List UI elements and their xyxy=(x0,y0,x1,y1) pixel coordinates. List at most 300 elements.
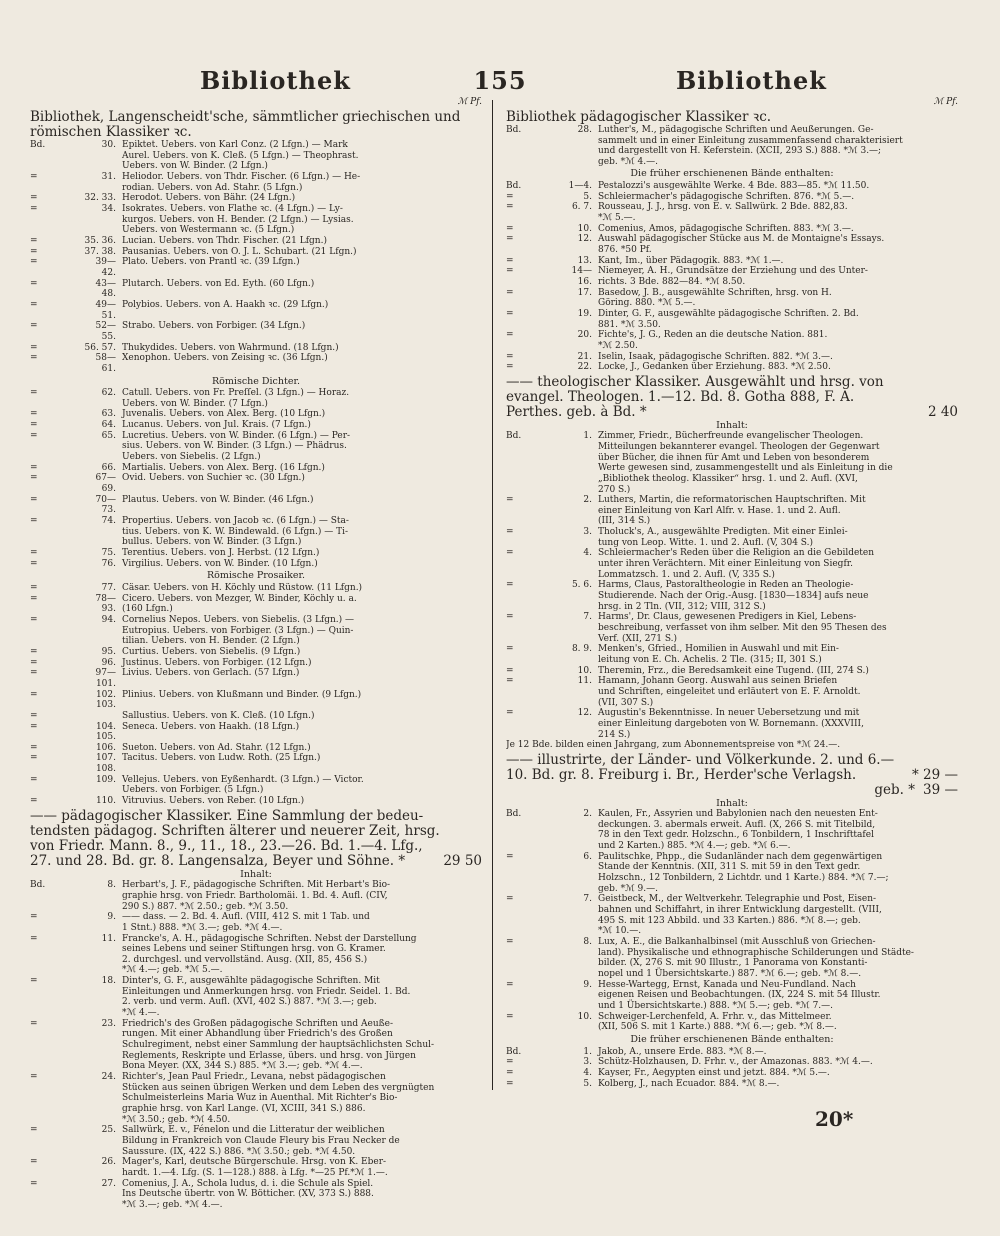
series-title xyxy=(30,809,482,870)
entry-text xyxy=(122,912,482,933)
volume-label: = xyxy=(506,644,514,655)
catalog-entry xyxy=(30,495,482,516)
catalog-entry xyxy=(30,1072,482,1125)
entry-line: 1 Stnt.) 888. *ℳ 3.—; geb. *ℳ 4.—. xyxy=(122,922,283,933)
volume-label: = xyxy=(30,172,38,183)
entry-text xyxy=(122,1072,482,1125)
entry-text xyxy=(598,1068,958,1079)
entry-text xyxy=(598,234,958,255)
entry-line: Hesse-Wartegg, Ernst, Kanada und Neu-Fundland. Nach xyxy=(598,979,856,990)
price-line xyxy=(506,405,958,420)
volume-number: 43—48. xyxy=(95,278,116,300)
entry-line: Seneca. Uebers. von Haakh. (18 Lfgn.) xyxy=(122,721,300,732)
volume-label: = xyxy=(506,287,514,298)
volume-number: 13. xyxy=(577,255,592,266)
running-header-left: Bibliothek xyxy=(200,66,351,95)
entry-text xyxy=(122,548,482,559)
volume-label: = xyxy=(30,462,38,473)
entry-line: Strabo. Uebers. von Forbiger. (34 Lfgn.) xyxy=(122,321,306,332)
volume-label: = xyxy=(506,234,514,245)
entry-text xyxy=(122,1125,482,1157)
volume-label: = xyxy=(30,430,38,441)
catalog-entry xyxy=(506,937,958,980)
series-title xyxy=(506,110,958,125)
catalog-entry xyxy=(506,352,958,363)
volume-label: = xyxy=(30,299,38,310)
entry-line: Saussure. (IX, 422 S.) 886. *ℳ 3.50.; geb. *ℳ 4.50. xyxy=(122,1146,356,1157)
entry-line: nopel und 1 Übersichtskarte.) 887. *ℳ 6.—; geb. *ℳ 8.—. xyxy=(598,969,862,980)
catalog-entry xyxy=(30,516,482,548)
entry-line: sius. Uebers. von W. Binder. (3 Lfgn.) — Phädrus. xyxy=(122,441,347,452)
volume-label: = xyxy=(506,1011,514,1022)
volume-label: = xyxy=(30,753,38,764)
entry-line: Paulitschke, Phpp., die Sudanländer nach dem gegenwärtigen xyxy=(598,851,883,862)
volume-number: 8. xyxy=(107,880,116,891)
volume-number: 10. xyxy=(577,223,592,234)
entry-line: Studierende. Nach der Orig.-Ausg. [1830—1834] aufs neue xyxy=(598,591,869,602)
catalog-entry xyxy=(30,583,482,594)
volume-label: = xyxy=(30,321,38,332)
volume-number: 8. 9. xyxy=(571,644,592,655)
catalog-entry xyxy=(506,548,958,580)
catalog-entry xyxy=(506,1012,958,1033)
entry-line: tius. Uebers. von K. W. Bindewald. (6 Lfgn.) — Ti- xyxy=(122,526,349,537)
price-line xyxy=(506,783,958,798)
entry-line: Comenius, J. A., Schola ludus, d. i. die Schule als Spiel. xyxy=(122,1178,374,1189)
catalog-entry xyxy=(506,980,958,1012)
entry-line: einer Einleitung dargeboten von W. Bornemann. (XXXVIII, xyxy=(598,718,864,729)
series-title-line: 27. und 28. Bd. gr. 8. Langensalza, Beyer und Söhne. * xyxy=(30,853,406,870)
entry-text xyxy=(598,202,958,223)
catalog-entry xyxy=(30,775,482,796)
catalog-entry xyxy=(30,1125,482,1157)
volume-number: 26. xyxy=(101,1157,116,1168)
right-column xyxy=(506,97,958,1089)
entry-line: Curtius. Uebers. von Siebelis. (9 Lfgn.) xyxy=(122,646,301,657)
entry-line: bilder. (X, 276 S. mit 90 Illustr., 1 Panorama von Konstanti- xyxy=(598,958,868,969)
catalog-entry xyxy=(506,495,958,527)
volume-number xyxy=(82,711,122,722)
volume-label: = xyxy=(30,710,38,721)
entry-text xyxy=(122,321,482,342)
entry-text xyxy=(122,172,482,193)
volume-number: 17. xyxy=(577,287,592,298)
entry-line: leitung von E. Ch. Achelis. 2 Tle. (315; II, 301 S.) xyxy=(598,655,822,665)
catalog-entry xyxy=(506,192,958,203)
entry-line: Ovid. Uebers. von Suchier ꝛc. (30 Lfgn.) xyxy=(122,473,305,484)
volume-label: Bd. xyxy=(506,431,522,442)
price-label: geb. * xyxy=(874,782,916,799)
entry-text xyxy=(598,309,958,330)
volume-number: 1. xyxy=(583,431,592,442)
catalog-entry xyxy=(506,809,958,852)
entry-line: Bildung in Frankreich von Claude Fleury bis Frau Necker de xyxy=(122,1135,400,1146)
volume-label: = xyxy=(30,1072,38,1083)
entry-text xyxy=(122,1019,482,1072)
entry-text xyxy=(122,796,482,807)
entry-line: 876. *50 Pf. xyxy=(598,245,652,256)
volume-number: 106. xyxy=(95,742,116,753)
catalog-entry xyxy=(506,612,958,644)
volume-number: 1. xyxy=(583,1046,592,1057)
entry-text xyxy=(122,495,482,516)
volume-label: = xyxy=(506,255,514,266)
volume-label: = xyxy=(506,1057,514,1068)
entry-line: geb. *ℳ 9.—. xyxy=(598,883,659,894)
volume-label: = xyxy=(506,330,514,341)
section-heading: Die früher erschienenen Bände enthalten: xyxy=(630,168,834,180)
entry-line: Vitruvius. Uebers. von Reber. (10 Lfgn.) xyxy=(122,796,305,807)
series-title xyxy=(506,375,958,421)
entry-line: Hamann, Johann Georg. Auswahl aus seinen Briefen xyxy=(598,676,838,687)
volume-number: 109. xyxy=(95,774,116,785)
volume-number: 35. 36. xyxy=(84,235,116,246)
entry-text xyxy=(598,666,958,677)
volume-number: 37. 38. xyxy=(84,246,116,257)
volume-number: 14—16. xyxy=(571,266,592,288)
catalog-entry xyxy=(30,172,482,193)
volume-number: 10. xyxy=(577,1011,592,1022)
entry-line: eigenen Reisen und Beobachtungen. (IX, 224 S. mit 54 Illustr. xyxy=(598,990,881,1001)
volume-label: = xyxy=(506,495,514,506)
entry-line: Virgilius. Uebers. von W. Binder. (10 Lfgn.) xyxy=(122,558,318,569)
series-title-line: römischen Klassiker ꝛc. xyxy=(30,123,192,140)
entry-line: Locke, J., Gedanken über Erziehung. 883. *ℳ 2.50. xyxy=(598,362,831,373)
catalog-entry xyxy=(30,388,482,409)
volume-number: 8. xyxy=(583,937,592,948)
entry-line: Dinter, G. F., ausgewählte pädagogische Schriften. 2. Bd. xyxy=(598,309,859,320)
entry-line: hardt. 1.—4. Lfg. (S. 1—128.) 888. à Lfg. *—25 Pf.*ℳ 1.—. xyxy=(122,1167,388,1178)
entry-text xyxy=(122,690,482,711)
catalog-entry xyxy=(506,1068,958,1079)
entry-line: graphie hrsg. von Karl Lange. (VI, XCIII, 341 S.) 886. xyxy=(122,1104,366,1114)
volume-label: = xyxy=(30,593,38,604)
entry-text xyxy=(598,527,958,548)
entry-line: Basedow, J. B., ausgewählte Schriften, hrsg. von H. xyxy=(598,287,832,298)
entry-text xyxy=(598,1057,958,1068)
entry-line: Einleitungen und Anmerkungen hrsg. von Friedr. Seidel. 1. Bd. xyxy=(122,986,411,997)
entry-line: Pausanias. Uebers. von O. J. L. Schubart. (21 Lfgn.) xyxy=(122,246,357,257)
volume-number: 104. 105. xyxy=(95,721,116,743)
entry-line: Isokrates. Uebers. von Flathe ꝛc. (4 Lfgn.) — Ly- xyxy=(122,204,343,214)
entry-line: Uebers. von W. Binder. (2 Lfgn.) xyxy=(122,161,268,172)
entry-line: geb. *ℳ 4.—. xyxy=(598,156,659,167)
entry-text xyxy=(122,976,482,1019)
catalog-entry xyxy=(30,722,482,743)
entry-text xyxy=(598,256,958,267)
entry-text xyxy=(122,711,482,722)
volume-label: = xyxy=(506,548,514,559)
volume-number: 22. xyxy=(577,362,592,373)
page-number: 155 xyxy=(473,66,527,95)
entry-line: Jakob, A., unsere Erde. 883. *ℳ 8.—. xyxy=(598,1046,767,1057)
entry-text xyxy=(122,647,482,658)
entry-line: und dargestellt von H. Keferstein. (XCII, 293 S.) 888. *ℳ 3.—; xyxy=(598,146,882,157)
entry-line: *ℳ 4.—; geb. *ℳ 5.—. xyxy=(122,965,223,976)
entry-line: Lommatzsch. 1. und 2. Aufl. (V, 335 S.) xyxy=(598,569,775,580)
catalog-entry xyxy=(30,431,482,463)
volume-number: 20. xyxy=(577,330,592,341)
price: 29 50 xyxy=(443,853,482,870)
catalog-entry xyxy=(30,300,482,321)
volume-number: 66. xyxy=(101,462,116,473)
entry-line: Menken's, Gfried., Homilien in Auswahl und mit Ein- xyxy=(598,644,839,655)
volume-number: 3. xyxy=(583,1057,592,1068)
entry-line: Cornelius Nepos. Uebers. von Siebelis. (3 Lfgn.) — xyxy=(122,614,355,625)
catalog-entry xyxy=(30,463,482,474)
entry-line: Bona Meyer. (XX, 344 S.) 885. *ℳ 3.—; geb. *ℳ 4.—. xyxy=(122,1061,363,1072)
entry-text xyxy=(122,247,482,258)
entry-text xyxy=(122,743,482,754)
volume-number: 74. xyxy=(101,516,116,527)
entry-line: Harms', Dr. Claus, gewesenen Predigers in Kiel, Lebens- xyxy=(598,612,857,623)
entry-line: *ℳ 5.—. xyxy=(598,213,636,224)
entry-line: Epiktet. Uebers. von Karl Conz. (2 Lfgn.) — Mark xyxy=(122,140,348,151)
volume-label: = xyxy=(30,721,38,732)
series-title-line: Bibliothek, Langenscheidt'sche, sämmtlicher griechischen und xyxy=(30,108,461,125)
catalog-entry xyxy=(30,409,482,420)
entry-line: und 2 Karten.) 885. *ℳ 4.—; geb. *ℳ 6.—. xyxy=(598,841,791,852)
entry-line: Iselin, Isaak, pädagogische Schriften. 882. *ℳ 3.—. xyxy=(598,351,833,362)
catalog-entry xyxy=(30,796,482,807)
entry-line: bullus. Uebers. von W. Binder. (3 Lfgn.) xyxy=(122,537,302,548)
series-title-line: 10. Bd. gr. 8. Freiburg i. Br., Herder'sche Verlagsh. xyxy=(506,767,857,784)
catalog-entry xyxy=(30,647,482,658)
entry-line: 881. *ℳ 3.50. xyxy=(598,319,661,330)
price-column-header: ℳ Pf. xyxy=(933,97,958,107)
volume-label: = xyxy=(506,894,514,905)
volume-label: Bd. xyxy=(506,1046,522,1057)
entry-text xyxy=(122,463,482,474)
volume-number: 65. xyxy=(101,430,116,441)
entry-line: unter ihren Verächtern. Mit einer Einleitung von Siegfr. xyxy=(598,559,853,570)
signature-mark: 20* xyxy=(815,1107,854,1131)
catalog-entry xyxy=(506,852,958,895)
entry-text xyxy=(598,266,958,287)
entry-text xyxy=(122,583,482,594)
catalog-entry xyxy=(30,247,482,258)
entry-line: Uebers. von W. Binder. (7 Lfgn.) xyxy=(122,398,268,409)
volume-label: = xyxy=(506,665,514,676)
volume-label: = xyxy=(506,266,514,277)
entry-line: 270 S.) xyxy=(598,484,631,495)
volume-label: = xyxy=(30,657,38,668)
volume-number: 67—69. xyxy=(95,473,116,495)
entry-line: Kolberg, J., nach Ecuador. 884. *ℳ 8.—. xyxy=(598,1078,780,1089)
volume-label: = xyxy=(30,278,38,289)
entry-line: Plautus. Uebers. von W. Binder. (46 Lfgn.) xyxy=(122,494,314,505)
price: * 29 — xyxy=(911,767,958,784)
entry-line: Auswahl pädagogischer Stücke aus M. de Montaigne's Essays. xyxy=(598,234,885,245)
catalog-entry xyxy=(30,236,482,247)
catalog-entry xyxy=(30,690,482,711)
volume-number: 75. xyxy=(101,548,116,558)
entry-text xyxy=(122,343,482,354)
catalog-entry xyxy=(30,279,482,300)
series-title xyxy=(30,110,482,140)
series-title-line: tendsten pädagog. Schriften älterer und neuerer Zeit, hrsg. xyxy=(30,822,440,839)
entry-line: *ℳ 3.—; geb. *ℳ 4.—. xyxy=(122,1199,223,1210)
volume-label: = xyxy=(30,516,38,527)
entry-line: Rousseau, J. J., hrsg. von E. v. Sallwürk. 2 Bde. 882,83. xyxy=(598,202,848,213)
volume-label: = xyxy=(506,676,514,687)
entry-line: Comenius, Amos, pädagogische Schriften. 883. *ℳ 3.—. xyxy=(598,223,854,234)
volume-label: = xyxy=(506,202,514,213)
entry-text xyxy=(122,594,482,615)
entry-line: sammelt und in einer Einleitung zusammenfassend charakterisiert xyxy=(598,135,903,146)
entry-line: Plinius. Uebers. von Klußmann und Binder. (9 Lfgn.) xyxy=(122,689,362,700)
catalog-entry xyxy=(30,257,482,278)
volume-label: = xyxy=(30,796,38,807)
volume-label: = xyxy=(506,351,514,362)
catalog-entry xyxy=(30,1019,482,1072)
entry-text xyxy=(598,580,958,612)
entry-line: Aurel. Uebers. von K. Cleß. (5 Lfgn.) — Theophrast. xyxy=(122,150,359,161)
entry-line: Zimmer, Friedr., Bücherfreunde evangelischer Theologen. xyxy=(598,431,864,442)
entry-line: Theremin, Frz., die Beredsamkeit eine Tugend. (III, 274 S.) xyxy=(598,665,869,676)
entry-line: *ℳ 10.—. xyxy=(598,926,642,937)
catalog-entry xyxy=(506,309,958,330)
entry-line: deckungen. 3. abermals erweit. Aufl. (X, 266 S. mit Titelbild, xyxy=(598,819,876,830)
entry-text xyxy=(598,330,958,351)
entry-line: Lucanus. Uebers. von Jul. Krais. (7 Lfgn.) xyxy=(122,420,311,431)
volume-label: = xyxy=(506,612,514,623)
entry-line: Richter's, Jean Paul Friedr., Levana, nebst pädagogischen xyxy=(122,1072,386,1083)
entry-line: Luther's, M., pädagogische Schriften und Aeußerungen. Ge- xyxy=(598,124,874,135)
entry-line: Livius. Uebers. von Gerlach. (57 Lfgn.) xyxy=(122,668,300,679)
entry-line: tung von Leop. Witte. 1. und 2. Aufl. (V, 304 S.) xyxy=(598,537,813,548)
entry-line: Dinter's, G. F., ausgewählte pädagogische Schriften. Mit xyxy=(122,976,380,987)
volume-label: = xyxy=(30,342,38,353)
volume-label: = xyxy=(506,362,514,373)
entry-text xyxy=(598,431,958,495)
volume-number: 18. xyxy=(101,976,116,987)
entry-line: beschreibung, verfasset von ihm selber. Mit den 95 Thesen des xyxy=(598,623,887,634)
entry-text xyxy=(122,722,482,743)
entry-line: Pestalozzi's ausgewählte Werke. 4 Bde. 883—85. *ℳ 11.50. xyxy=(598,181,870,192)
catalog-entry xyxy=(506,288,958,309)
volume-number: 9. xyxy=(107,912,116,923)
entry-line: 2. durchgesl. und vervollständ. Ausg. (XII, 85, 456 S.) xyxy=(122,954,368,965)
entry-line: Tacitus. Uebers. von Ludw. Roth. (25 Lfgn.) xyxy=(122,753,321,764)
subscription-note: Je 12 Bde. bilden einen Jahrgang, zum Abonnementspreise von *ℳ 24.—. xyxy=(506,740,841,751)
series-title-line: —— pädagogischer Klassiker. Eine Sammlung der bedeu- xyxy=(30,807,424,824)
entry-line: Justinus. Uebers. von Forbiger. (12 Lfgn.) xyxy=(122,657,312,668)
entry-line: Werte gewesen sind, zusammengestellt und als Einleitung in die xyxy=(598,463,893,474)
entry-text xyxy=(122,559,482,570)
volume-label: = xyxy=(30,558,38,569)
series-title-line: Bibliothek pädagogischer Klassiker ꝛc. xyxy=(506,108,772,125)
entry-line: Lux, A. E., die Balkanhalbinsel (mit Ausschluß von Griechen- xyxy=(598,937,876,948)
volume-label: = xyxy=(30,548,38,558)
entry-line: Holzschn., 12 Tonbildern, 2 Lichtdr. und 1 Karte.) 884. *ℳ 7.—; xyxy=(598,873,889,884)
entry-text xyxy=(122,1179,482,1211)
entry-line: (VII, 307 S.) xyxy=(598,697,654,708)
entry-line: 2. verb. und verm. Aufl. (XVI, 402 S.) 887. *ℳ 3.—; geb. xyxy=(122,997,377,1008)
entry-line: Plato. Uebers. von Prantl ꝛc. (39 Lfgn.) xyxy=(122,257,300,268)
volume-number: 52—55. xyxy=(95,321,116,342)
entry-text xyxy=(122,204,482,236)
entry-line: rodian. Uebers. von Ad. Stahr. (5 Lfgn.) xyxy=(122,182,303,193)
entry-line: Heliodor. Uebers. von Thdr. Fischer. (6 Lfgn.) — He- xyxy=(122,172,361,183)
entry-line: Francke's, A. H., pädagogische Schriften. Nebst der Darstellung xyxy=(122,933,417,944)
volume-number: 78—93. xyxy=(95,593,116,615)
entry-line: land). Physikalische und ethnographische Schilderungen und Städte- xyxy=(598,947,914,958)
entry-line: Schütz-Holzhausen, D. Frhr. v., der Amazonas. 883. *ℳ 4.—. xyxy=(598,1057,873,1068)
entry-line: *ℳ 2.50. xyxy=(598,340,638,351)
entry-line: —— dass. — 2. Bd. 4. Aufl. (VIII, 412 S. mit 1 Tab. und xyxy=(122,912,370,923)
volume-number: 2. xyxy=(583,495,592,506)
volume-number: 21. xyxy=(577,351,592,362)
entry-line: graphie hrsg. von Friedr. Bartholomäi. 1. Bd. 4. Aufl. (CIV, xyxy=(122,890,388,901)
volume-label: Bd. xyxy=(30,140,46,151)
volume-number: 77. xyxy=(101,582,116,593)
entry-text xyxy=(598,1047,958,1058)
volume-number: 1—4. xyxy=(568,181,592,192)
entry-line: Catull. Uebers. von Fr. Preſſel. (3 Lfgn.) — Horaz. xyxy=(122,388,350,399)
volume-label: = xyxy=(30,473,38,484)
volume-number: 2. xyxy=(583,809,592,820)
volume-number: 5. xyxy=(583,191,592,202)
series-title-line: von Friedr. Mann. 8., 9., 11., 18., 23.—26. Bd. 1.—4. Lfg., xyxy=(30,838,423,855)
entry-line: Tholuck's, A., ausgewählte Predigten. Mit einer Einlei- xyxy=(598,527,848,538)
entry-text xyxy=(122,516,482,548)
volume-label: = xyxy=(30,388,38,399)
catalog-entry xyxy=(506,666,958,677)
entry-line: und 1 Übersichtskarte.) 888. *ℳ 5.—; geb. *ℳ 7.—. xyxy=(598,1000,834,1011)
entry-line: „Bibliothek theolog. Klassiker“ hrsg. 1. und 2. Aufl. (XVI, xyxy=(598,473,858,484)
volume-number: 58—61. xyxy=(95,353,116,374)
entry-text xyxy=(598,980,958,1012)
catalog-entry xyxy=(506,202,958,223)
volume-number: 7. xyxy=(583,612,592,623)
entry-line: Plutarch. Uebers. von Ed. Eyth. (60 Lfgn.) xyxy=(122,278,315,289)
catalog-entry xyxy=(506,676,958,708)
catalog-entry xyxy=(30,615,482,647)
volume-number: 34. xyxy=(101,204,116,214)
volume-number: 11. xyxy=(101,933,116,944)
catalog-entry xyxy=(30,668,482,689)
catalog-entry xyxy=(506,234,958,255)
entry-line: Göring. 880. *ℳ 5.—. xyxy=(598,298,696,309)
entry-line: Kaulen, Fr., Assyrien und Babylonien nach den neuesten Ent- xyxy=(598,809,878,820)
column-divider xyxy=(492,100,493,1090)
entry-text xyxy=(598,495,958,527)
volume-label: Bd. xyxy=(30,880,46,891)
left-column xyxy=(30,97,482,1211)
volume-label: = xyxy=(30,235,38,246)
entry-text xyxy=(122,257,482,278)
entry-line: Eutropius. Uebers. von Forbiger. (3 Lfgn.) — Quin- xyxy=(122,625,354,636)
volume-label: = xyxy=(30,246,38,257)
entry-text xyxy=(122,300,482,321)
catalog-entry xyxy=(506,580,958,612)
price-line xyxy=(506,768,958,783)
catalog-entry xyxy=(30,1157,482,1178)
volume-label: = xyxy=(506,708,514,719)
volume-number: 70—73. xyxy=(95,494,116,516)
volume-label: = xyxy=(30,1125,38,1136)
entry-text xyxy=(122,236,482,247)
volume-label: Bd. xyxy=(506,181,522,192)
volume-number: 11. xyxy=(577,676,592,687)
volume-number: 32. 33. xyxy=(84,193,116,204)
entry-text xyxy=(598,125,958,168)
running-header-right: Bibliothek xyxy=(676,66,827,95)
volume-label: Bd. xyxy=(506,809,522,820)
entry-text xyxy=(598,809,958,852)
entry-text xyxy=(122,409,482,420)
